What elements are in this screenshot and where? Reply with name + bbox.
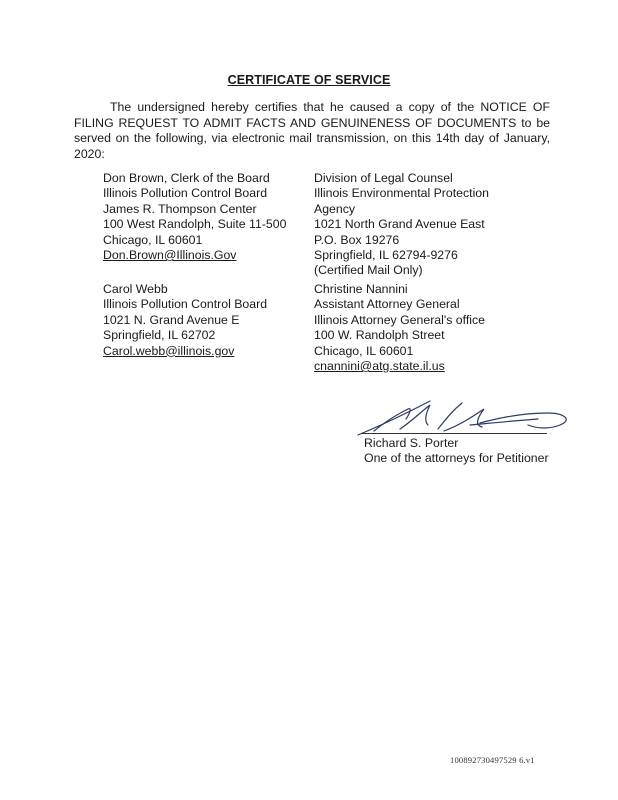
address-line: Christine Nannini bbox=[314, 282, 408, 296]
signer-role: One of the attorneys for Petitioner bbox=[364, 451, 549, 466]
address-line: 100 West Randolph, Suite 11-500 bbox=[103, 217, 287, 232]
signature-block bbox=[362, 395, 562, 465]
recipient-email-link[interactable]: cnannini@atg.state.il.us bbox=[314, 359, 445, 374]
recipient-block-legal-counsel bbox=[314, 171, 489, 279]
certification-paragraph bbox=[74, 100, 550, 162]
address-line: 100 W. Randolph Street bbox=[314, 328, 445, 343]
recipient-block-attorney-general bbox=[314, 282, 485, 374]
signature-line bbox=[362, 433, 547, 434]
recipient-block-carol-webb bbox=[103, 282, 267, 359]
address-line: Illinois Pollution Control Board bbox=[103, 297, 268, 312]
address-line: Illinois Environmental Protection bbox=[314, 186, 489, 201]
address-line: Springfield, IL 62794-9276 bbox=[314, 248, 458, 263]
signer-info bbox=[364, 436, 549, 467]
recipient-block-clerk bbox=[103, 171, 286, 263]
address-line: (Certified Mail Only) bbox=[314, 263, 423, 278]
recipient-email-link[interactable]: Don.Brown@Illinois.Gov bbox=[103, 248, 237, 263]
address-line: Assistant Attorney General bbox=[314, 297, 460, 312]
signer-name: Richard S. Porter bbox=[364, 436, 459, 450]
address-line: Illinois Pollution Control Board bbox=[103, 186, 268, 201]
recipient-email-link[interactable]: Carol.webb@illinois.gov bbox=[103, 343, 235, 358]
address-line: Division of Legal Counsel bbox=[314, 171, 453, 185]
address-line: Chicago, IL 60601 bbox=[314, 343, 414, 358]
document-id: 100892730497529 6.v1 bbox=[450, 755, 535, 765]
address-line: Carol Webb bbox=[103, 282, 168, 296]
certification-text: The undersigned hereby certifies that he caused a copy of the NOTICE OF FILING REQUEST TO ADMIT FACTS AND GENUINENESS OF DOCUMENTS to be served on the following, via electronic mail transmission, on this 14th day of January, 2020: bbox=[74, 100, 550, 161]
page-title: CERTIFICATE OF SERVICE bbox=[227, 73, 391, 87]
address-line: 1021 North Grand Avenue East bbox=[314, 217, 485, 232]
address-line: Agency bbox=[314, 201, 356, 216]
address-line: Springfield, IL 62702 bbox=[103, 328, 216, 343]
address-line: P.O. Box 19276 bbox=[314, 232, 400, 247]
address-line: Illinois Attorney General's office bbox=[314, 312, 485, 327]
address-line: 1021 N. Grand Avenue E bbox=[103, 312, 240, 327]
address-line: Chicago, IL 60601 bbox=[103, 232, 203, 247]
address-line: Don Brown, Clerk of the Board bbox=[103, 171, 270, 185]
address-line: James R. Thompson Center bbox=[103, 201, 257, 216]
